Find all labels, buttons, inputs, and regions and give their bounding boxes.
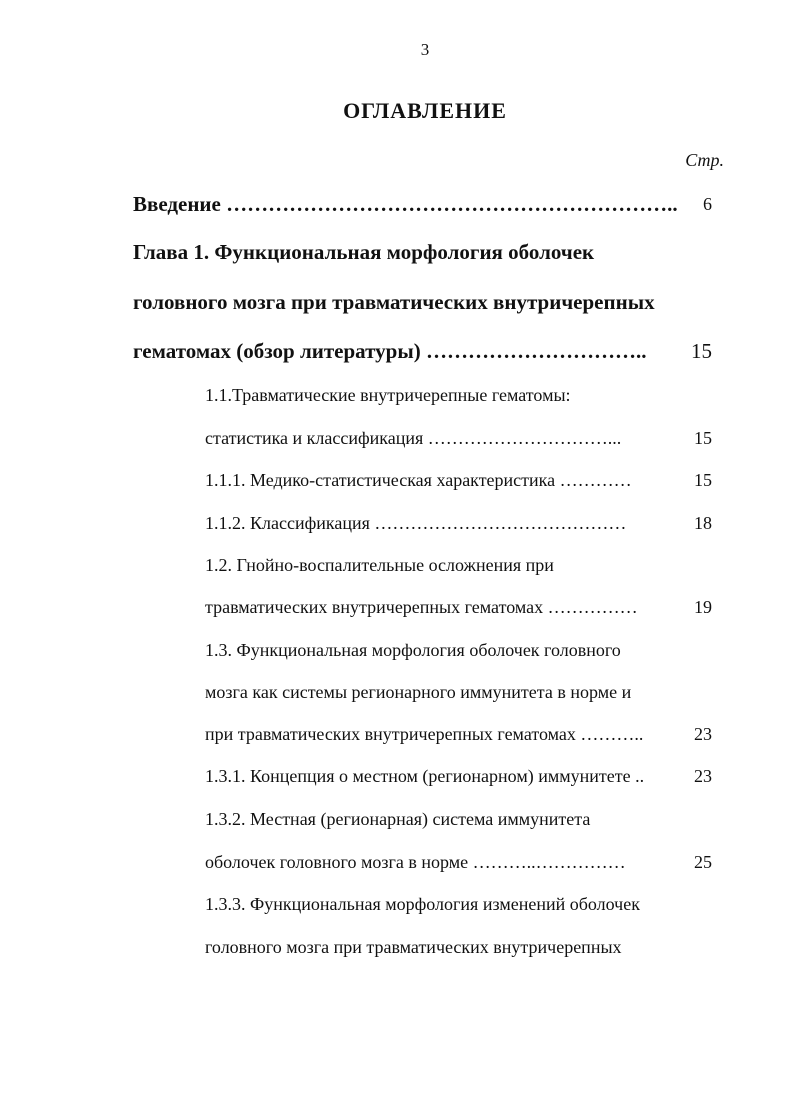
page-column-label: Стр.: [685, 150, 724, 170]
toc-entry-1-3-2-line1: 1.3.2. Местная (регионарная) система иммунитета: [205, 809, 591, 829]
toc-entry-1-3-line2: мозга как системы регионарного иммунитета в норме и: [205, 682, 632, 702]
toc-page-1-3-2: 25: [694, 852, 712, 872]
toc-entry-1-3-line1: 1.3. Функциональная морфология оболочек головного: [205, 640, 621, 660]
toc-entry-chapter1-line1: Глава 1. Функциональная морфология оболочек: [133, 240, 595, 264]
toc-page-introduction: 6: [703, 194, 712, 214]
toc-entry-1-2-line2: травматических внутричерепных гематомах ……………: [205, 597, 638, 617]
toc-entry-1-3-3-line2: головного мозга при травматических внутричерепных: [205, 937, 622, 957]
toc-entry-1-1-2: 1.1.2. Классификация ……………………………………: [205, 513, 627, 533]
toc-entry-chapter1-line2: головного мозга при травматических внутричерепных: [133, 290, 655, 314]
toc-entry-introduction: Введение ………………………………………………………..: [133, 192, 678, 216]
toc-page-1-3: 23: [694, 724, 712, 744]
toc-page-1-2: 19: [694, 597, 712, 617]
toc-entry-1-1-line1: 1.1.Травматические внутричерепные гематомы:: [205, 385, 571, 405]
toc-page-1-1: 15: [694, 428, 712, 448]
toc-page-chapter1: 15: [691, 339, 712, 363]
toc-page-1-1-1: 15: [694, 470, 712, 490]
page-number: 3: [420, 40, 430, 59]
toc-entry-1-2-line1: 1.2. Гнойно-воспалительные осложнения при: [205, 555, 554, 575]
toc-entry-1-3-line3: при травматических внутричерепных гематомах ………..: [205, 724, 644, 744]
toc-entry-1-3-1: 1.3.1. Концепция о местном (регионарном) иммунитете ..: [205, 766, 645, 786]
toc-entry-1-1-line2: статистика и классификация …………………………...: [205, 428, 622, 448]
toc-entry-1-1-1: 1.1.1. Медико-статистическая характеристика …………: [205, 470, 632, 490]
toc-entry-1-3-3-line1: 1.3.3. Функциональная морфология изменений оболочек: [205, 894, 640, 914]
toc-page-1-3-1: 23: [694, 766, 712, 786]
toc-page-1-1-2: 18: [694, 513, 712, 533]
page-title: ОГЛАВЛЕНИЕ: [343, 98, 507, 123]
toc-entry-chapter1-line3: гематомах (обзор литературы) …………………………..: [133, 339, 647, 363]
toc-entry-1-3-2-line2: оболочек головного мозга в норме ………..……………: [205, 852, 626, 872]
